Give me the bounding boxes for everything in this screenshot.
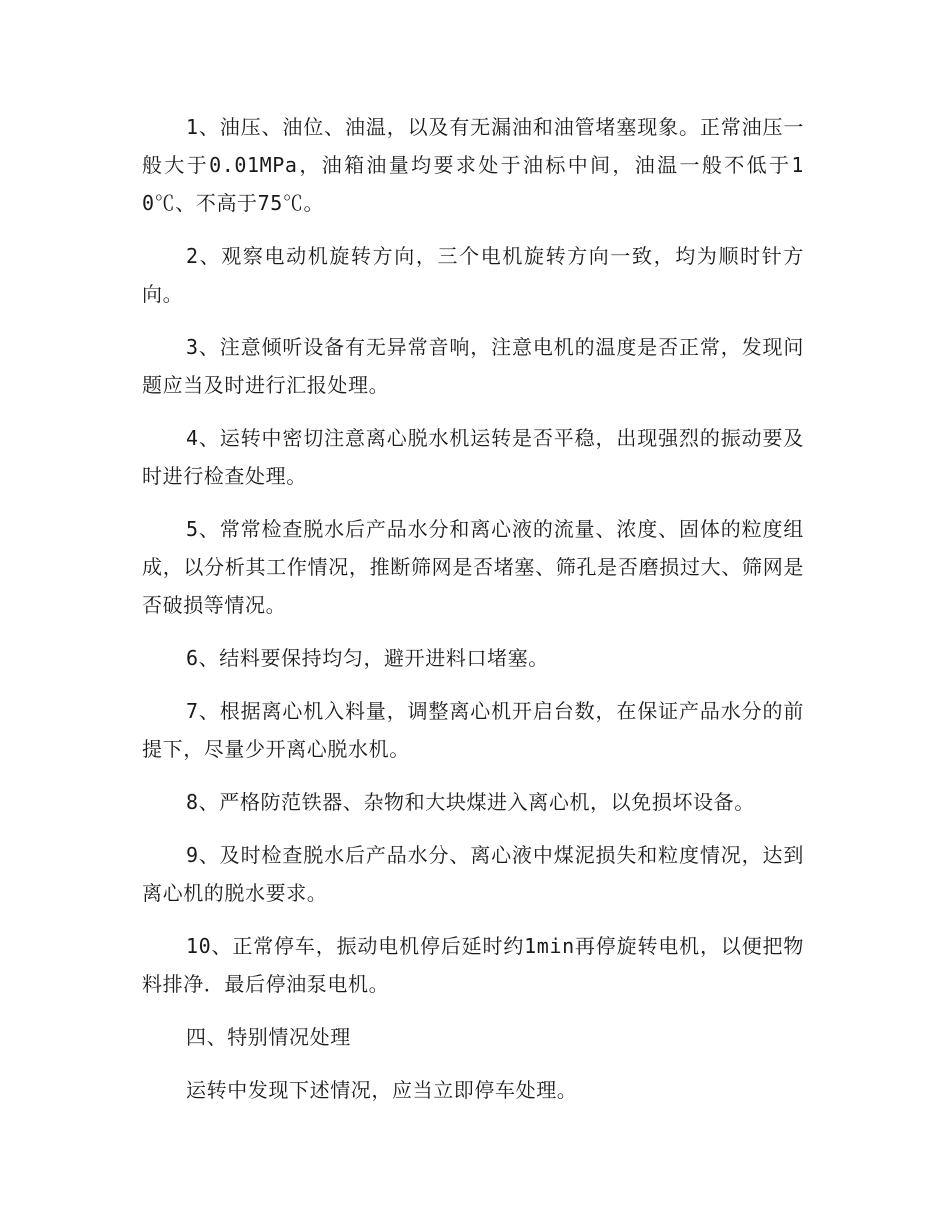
paragraph-9: 9、及时检查脱水后产品水分、离心液中煤泥损失和粒度情况，达到离心机的脱水要求。 (142, 843, 804, 905)
paragraph-2: 2、观察电动机旋转方向，三个电机旋转方向一致，均为顺时针方向。 (142, 244, 804, 306)
paragraph-4: 4、运转中密切注意离心脱水机运转是否平稳，出现强烈的振动要及时进行检查处理。 (142, 426, 804, 488)
section-heading: 四、特别情况处理 (186, 1025, 351, 1049)
paragraph-5: 5、常常检查脱水后产品水分和离心液的流量、浓度、固体的粒度组成，以分析其工作情况，推断筛网是否堵塞、筛孔是否磨损过大、筛网是否破损等情况。 (142, 517, 804, 617)
document-body (142, 108, 804, 1124)
paragraph-6: 6、结料要保持均匀，避开进料口堵塞。 (186, 646, 549, 670)
paragraph-3: 3、注意倾听设备有无异常音响，注意电机的温度是否正常，发现问题应当及时进行汇报处理。 (142, 335, 804, 397)
paragraph-8: 8、严格防范铁器、杂物和大块煤进入离心机，以免损坏设备。 (186, 790, 755, 814)
paragraph-10: 10、正常停车，振动电机停后延时约1min再停旋转电机，以便把物料排净．最后停油泵电机。 (142, 934, 804, 996)
paragraph-intro: 运转中发现下述情况，应当立即停车处理。 (186, 1078, 578, 1102)
paragraph-1: 1、油压、油位、油温，以及有无漏油和油管堵塞现象。正常油压一般大于0.01MPa，油箱油量均要求处于油标中间，油温一般不低于10℃、不高于75℃。 (142, 115, 804, 215)
paragraph-7: 7、根据离心机入料量，调整离心机开启台数，在保证产品水分的前提下，尽量少开离心脱水机。 (142, 699, 804, 761)
